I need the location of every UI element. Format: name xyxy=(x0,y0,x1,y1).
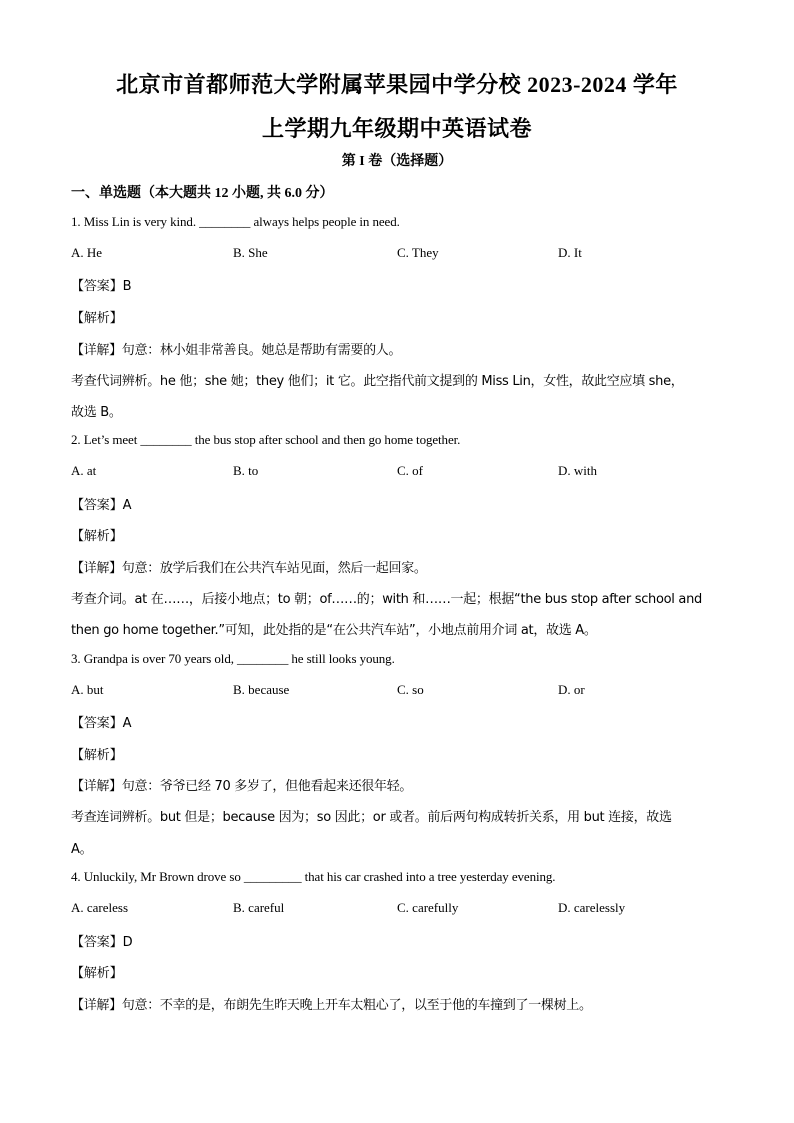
section-heading: 一、单选题（本大题共 12 小题, 共 6.0 分） xyxy=(71,186,334,201)
question-1-option-c: C. They xyxy=(397,245,439,260)
question-2-option-c: C. of xyxy=(397,463,423,478)
question-3-option-d: D. or xyxy=(558,682,585,697)
question-2-detail: 【详解】句意：放学后我们在公共汽车站见面，然后一起回家。 xyxy=(71,561,427,576)
question-1-analysis-label: 【解析】 xyxy=(71,311,123,326)
question-3-option-b: B. because xyxy=(233,682,290,697)
question-3-analysis-label: 【解析】 xyxy=(71,748,123,763)
question-3-explain-line2: A。 xyxy=(71,842,93,857)
question-4-detail: 【详解】句意：不幸的是，布朗先生昨天晚上开车太粗心了，以至于他的车撞到了一棵树上。 xyxy=(71,998,592,1013)
question-4-analysis-label: 【解析】 xyxy=(71,966,123,981)
question-3-stem: 3. Grandpa is over 70 years old, ________ he still looks young. xyxy=(71,651,395,666)
question-3-explain-line1: 考查连词辨析。but 但是；because 因为；so 因此；or 或者。前后两句构成转折关系，用 but 连接，故选 xyxy=(71,810,672,825)
question-2-option-b: B. to xyxy=(233,463,259,478)
exam-title-line1: 北京市首都师范大学附属苹果园中学分校 2023-2024 学年 xyxy=(116,72,678,97)
question-3-detail: 【详解】句意：爷爷已经 70 多岁了，但他看起来还很年轻。 xyxy=(71,779,413,794)
question-1-detail: 【详解】句意：林小姐非常善良。她总是帮助有需要的人。 xyxy=(71,343,402,358)
question-1-explain-line1: 考查代词辨析。he 他；she 她；they 他们；it 它。此空指代前文提到的 Miss Lin，女性，故此空应填 she， xyxy=(71,374,684,389)
question-3-option-c: C. so xyxy=(397,682,424,697)
exam-title-line2: 上学期九年级期中英语试卷 xyxy=(261,116,532,141)
question-1-option-d: D. It xyxy=(558,245,582,260)
question-2-option-d: D. with xyxy=(558,463,597,478)
question-4-option-b: B. careful xyxy=(233,900,285,915)
volume-heading: 第 I 卷（选择题） xyxy=(341,154,453,169)
question-1-option-a: A. He xyxy=(71,245,103,260)
question-2-analysis-label: 【解析】 xyxy=(71,529,123,544)
question-3-answer: 【答案】A xyxy=(71,716,132,731)
question-2-answer: 【答案】A xyxy=(71,498,132,513)
question-2-explain-line1: 考查介词。at 在……，后接小地点；to 朝；of……的；with 和……一起；根据“the bus stop after school and xyxy=(71,592,702,607)
question-4-answer: 【答案】D xyxy=(71,935,133,950)
question-4-option-c: C. carefully xyxy=(397,900,459,915)
question-1-option-b: B. She xyxy=(233,245,268,260)
question-3-option-a: A. but xyxy=(71,682,104,697)
question-2-stem: 2. Let’s meet ________ the bus stop after school and then go home together. xyxy=(71,432,461,447)
question-1-stem: 1. Miss Lin is very kind. ________ always helps people in need. xyxy=(71,214,400,229)
question-4-option-a: A. careless xyxy=(71,900,129,915)
question-4-option-d: D. carelessly xyxy=(558,900,626,915)
question-2-option-a: A. at xyxy=(71,463,97,478)
question-4-stem: 4. Unluckily, Mr Brown drove so _________ that his car crashed into a tree yesterday evening. xyxy=(71,869,556,884)
question-1-explain-line2: 故选 B。 xyxy=(71,405,122,420)
question-2-explain-line2: then go home together.”可知，此处指的是“在公共汽车站”，小地点前用介词 at，故选 A。 xyxy=(71,623,597,638)
question-1-answer: 【答案】B xyxy=(71,279,132,294)
